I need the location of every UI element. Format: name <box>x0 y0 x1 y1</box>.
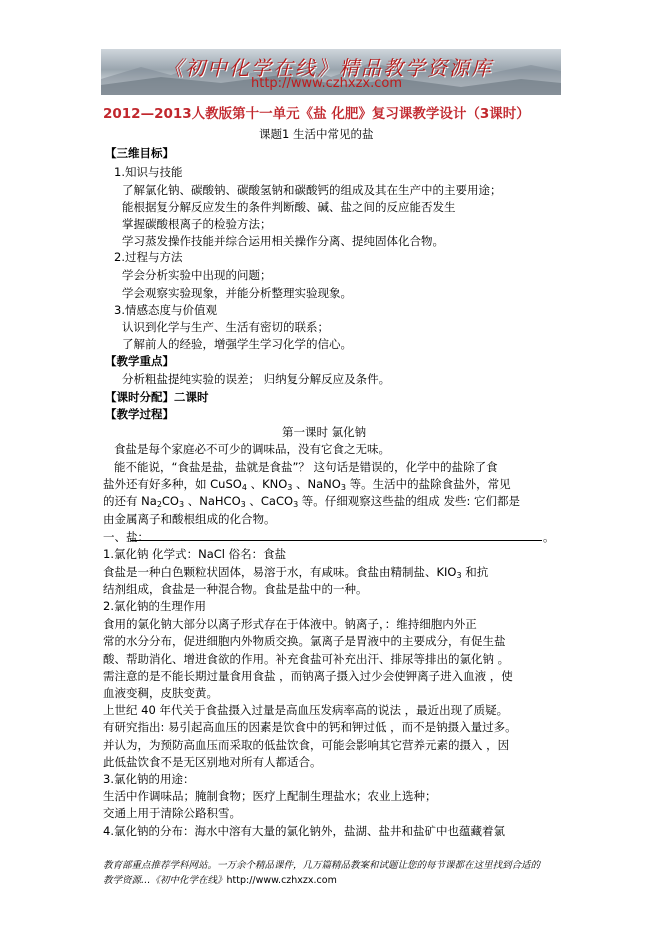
document-title: 2012—2013人教版第十一单元《盐 化肥》复习课教学设计（3课时） <box>103 106 530 122</box>
text-run: 的还有 Na <box>103 494 157 508</box>
paragraph: 常的水分分布，促进细胞内外物质交换。氯离子是胃液中的主要成分，有促生盐 <box>103 634 506 648</box>
paragraph: 由金属离子和酸根组成的化合物。 <box>103 512 276 526</box>
salt-definition-label: 一、盐： <box>103 530 149 544</box>
paragraph <box>103 494 520 508</box>
section-physiology-heading: 2.氯化钠的生理作用 <box>103 599 206 613</box>
footer-promo-text: 教育部重点推荐学科网站。一万余个精品课件，几万篇精品教案和试题让您的每节课都在这里找到合适的 <box>103 860 541 871</box>
header-banner <box>101 49 561 95</box>
paragraph: 食用的氯化钠大部分以离子形式存在于体液中。钠离子，：维持细胞内外正 <box>103 617 477 631</box>
goal-process-item: 学会观察实验现象，并能分析整理实验现象。 <box>122 286 352 300</box>
paragraph: 生活中作调味品；腌制食物；医疗上配制生理盐水；农业上选种； <box>103 789 437 803</box>
subscript: 4 <box>241 483 247 492</box>
paragraph: 酸、帮助消化、增进食欲的作用。补充食盐可补充出汗、排尿等排出的氯化钠 。 <box>103 652 510 666</box>
text-run: 、NaHCO <box>184 494 241 508</box>
paragraph: 结剂组成，食盐是一种混合物。食盐是盐中的一种。 <box>103 582 368 596</box>
subscript: 2 <box>156 500 162 509</box>
section-uses-heading: 3.氯化钠的用途： <box>103 772 195 786</box>
goal-knowledge-item: 了解氯化钠、碳酸钠、碳酸氢钠和碳酸钙的组成及其在生产中的主要用途； <box>122 183 502 197</box>
subscript: 3 <box>287 483 293 492</box>
paragraph: 血液变稠，皮肤变黄。 <box>103 686 218 700</box>
paragraph: 交通上用于清除公路积雪。 <box>103 806 241 820</box>
paragraph <box>103 477 511 491</box>
goal-knowledge-heading: 1.知识与技能 <box>114 165 183 179</box>
goal-knowledge-item: 掌握碳酸根离子的检验方法； <box>122 217 272 231</box>
footer-site-name: 教学资源…《初中化学在线》 <box>103 875 227 886</box>
goal-attitude-heading: 3.情感态度与价值观 <box>114 303 217 317</box>
goal-process-heading: 2.过程与方法 <box>114 250 183 264</box>
subscript: 3 <box>293 500 299 509</box>
goal-attitude-item: 了解前人的经验，增强学生学习化学的信心。 <box>122 337 352 351</box>
topic-heading: 课题1 生活中常见的盐 <box>259 127 374 141</box>
paragraph: 有研究指出: 易引起高血压的因素是饮食中的钙和钾过低 ，而不是钠摄入量过多。 <box>103 720 517 734</box>
goal-knowledge-item: 能根据复分解反应发生的条件判断酸、碱、盐之间的反应能否发生 <box>122 200 456 214</box>
text-run: 盐外还有好多种，如 CuSO <box>103 477 242 491</box>
fill-in-blank-line <box>131 540 542 541</box>
goal-knowledge-item: 学习蒸发操作技能并综合运用相关操作分离、提纯固体化合物。 <box>122 234 444 248</box>
subscript: 3 <box>456 571 462 580</box>
subscript: 3 <box>179 500 185 509</box>
paragraph: 此低盐饮食不是无区别地对所有人都适合。 <box>103 755 322 769</box>
goal-process-item: 学会分析实验中出现的问题； <box>122 268 272 282</box>
key-points-text: 分析粗盐提纯实验的误差； 归纳复分解反应及条件。 <box>122 372 391 386</box>
text-run: 食盐是一种白色颗粒状固体，易溶于水，有咸味。食盐由精制盐、KIO <box>103 565 457 579</box>
text-run: 、NaNO <box>292 477 341 491</box>
section-nacl-heading: 1.氯化钠 化学式：NaCl 俗名：食盐 <box>103 547 287 561</box>
paragraph <box>103 565 488 579</box>
paragraph: 并认为，为预防高血压而采取的低盐饮食，可能会影响其它营养元素的摄入 ，因 <box>103 738 510 752</box>
section-key-heading: 【教学重点】 <box>105 354 174 368</box>
paragraph: 食盐是每个家庭必不可少的调味品，没有它食之无味。 <box>114 442 390 456</box>
text-run: 、KNO <box>246 477 288 491</box>
paragraph: 需注意的是不能长期过量食用食盐 ，而钠离子摄入过少会使钾离子进入血液 ，使 <box>103 669 513 683</box>
subscript: 3 <box>240 500 246 509</box>
section-process-heading: 【教学过程】 <box>105 407 174 421</box>
goal-attitude-item: 认识到化学与生产、生活有密切的联系； <box>122 320 329 334</box>
text-run: CO <box>161 494 179 508</box>
section-hours: 【课时分配】二课时 <box>105 390 209 404</box>
footer-url-link[interactable]: http://www.czhxzx.com <box>226 875 337 886</box>
text-run: 、CaCO <box>245 494 294 508</box>
paragraph: 上世纪 40 年代关于食盐摄入过量是高血压发病率高的说法 ，最近出现了质疑。 <box>103 703 509 717</box>
lesson-heading: 第一课时 氯化钠 <box>282 425 367 439</box>
text-run: 等。生活中的盐除食盐外，常见 <box>345 477 511 491</box>
text-run: 等。仔细观察这些盐的组成 发些: 它们都是 <box>298 494 520 508</box>
paragraph: 能不能说，“食盐是盐，盐就是食盐”？ 这句话是错误的，化学中的盐除了食 <box>114 460 498 474</box>
salt-definition-end: 。 <box>543 530 555 544</box>
subscript: 3 <box>340 483 346 492</box>
section-distribution-heading: 4.氯化钠的分布：海水中溶有大量的氯化钠外，盐湖、盐井和盐矿中也蕴藏着氯 <box>103 824 505 838</box>
banner-title: 《初中化学在线》精品教学资源库 <box>163 56 493 80</box>
banner-url[interactable]: http://www.czhxzx.com <box>251 76 402 91</box>
section-goals-heading: 【三维目标】 <box>105 146 174 160</box>
footer-site-line <box>103 872 337 886</box>
text-run: 和抗 <box>461 565 489 579</box>
